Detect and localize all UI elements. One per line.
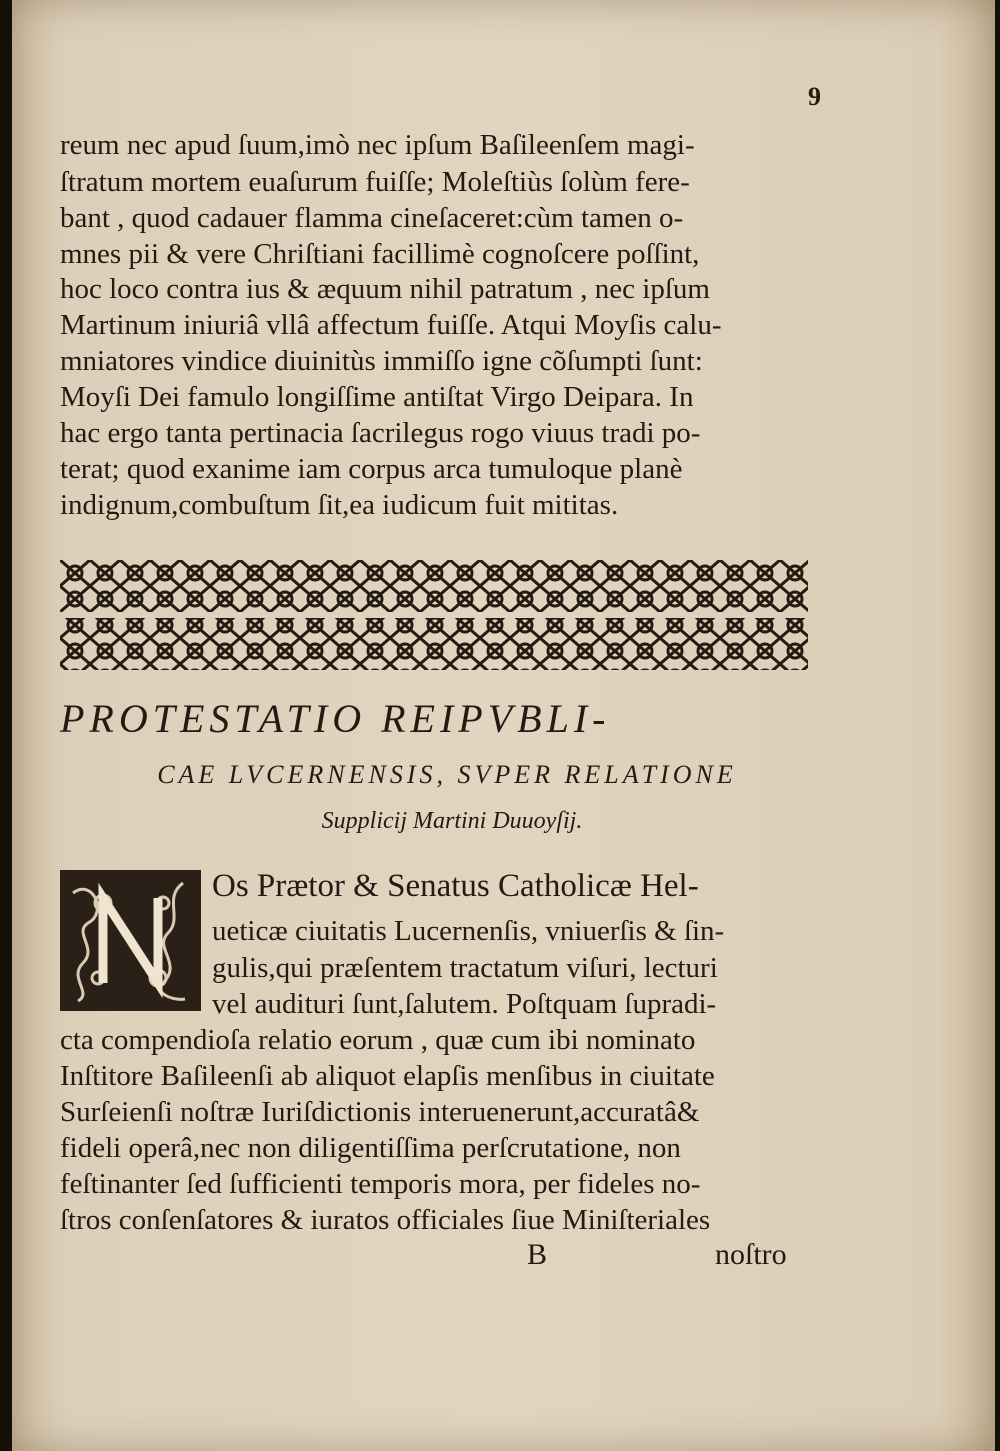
ornamental-border xyxy=(60,560,808,670)
text-line: Moyſi Dei famulo longiſſime antiſtat Virgo Deipara. In xyxy=(60,381,694,413)
page-number: 9 xyxy=(808,82,821,111)
decorated-initial-n xyxy=(60,870,201,1011)
signature-mark: B xyxy=(527,1238,548,1271)
text-line: Surſeienſi noſtræ Iuriſdictionis interuenerunt,accuratâ& xyxy=(60,1096,700,1128)
heading-line-3: Supplicij Martini Duuoyſij. xyxy=(321,808,583,834)
text-line: indignum,combuſtum ſit,ea iudicum fuit mititas. xyxy=(60,489,619,521)
text-line: bant , quod cadauer flamma cineſaceret:cùm tamen o- xyxy=(60,202,684,234)
book-page xyxy=(12,0,995,1451)
text-line: Martinum iniuriâ vllâ affectum fuiſſe. Atqui Moyſis calu- xyxy=(60,309,722,341)
text-line: gulis,qui præſentem tractatum viſuri, lecturi xyxy=(212,952,718,984)
text-line: hoc loco contra ius & æquum nihil patratum , nec ipſum xyxy=(60,273,710,305)
text-line: fideli operâ,nec non diligentiſſima perſcrutatione, non xyxy=(60,1132,681,1164)
heading-line-2: CAE LVCERNENSIS, SVPER RELATIONE xyxy=(157,760,737,789)
text-line: ſtros conſenſatores & iuratos officiales ſiue Miniſteriales xyxy=(60,1204,711,1236)
heading-line-1: PROTESTATIO REIPVBLI- xyxy=(60,696,611,741)
text-line: reum nec apud ſuum,imò nec ipſum Baſileenſem magi- xyxy=(60,129,695,161)
text-line: cta compendioſa relatio eorum , quæ cum ibi nominato xyxy=(60,1024,696,1056)
text-line: ueticæ ciuitatis Lucernenſis, vniuerſis & ſin- xyxy=(212,915,725,947)
text-line: mniatores vindice diuinitùs immiſſo igne cõſumpti ſunt: xyxy=(60,345,703,377)
text-line: ſtratum mortem euaſurum fuiſſe; Moleſtiùs ſolùm fere- xyxy=(60,166,690,198)
text-line: mnes pii & vere Chriſtiani facillimè cognoſcere poſſint, xyxy=(60,238,700,270)
catchword: noſtro xyxy=(715,1238,787,1271)
text-line: vel audituri ſunt,ſalutem. Poſtquam ſupradi- xyxy=(212,988,717,1020)
text-line: feſtinanter ſed ſufficienti temporis mora, per fideles no- xyxy=(60,1168,701,1200)
text-line: Inſtitore Baſileenſi ab aliquot elapſis menſibus in ciuitate xyxy=(60,1060,715,1092)
text-line: Os Prætor & Senatus Catholicæ Hel- xyxy=(212,868,699,904)
text-line: terat; quod exanime iam corpus arca tumuloque planè xyxy=(60,453,683,485)
text-line: hac ergo tanta pertinacia ſacrilegus rogo viuus tradi po- xyxy=(60,417,701,449)
